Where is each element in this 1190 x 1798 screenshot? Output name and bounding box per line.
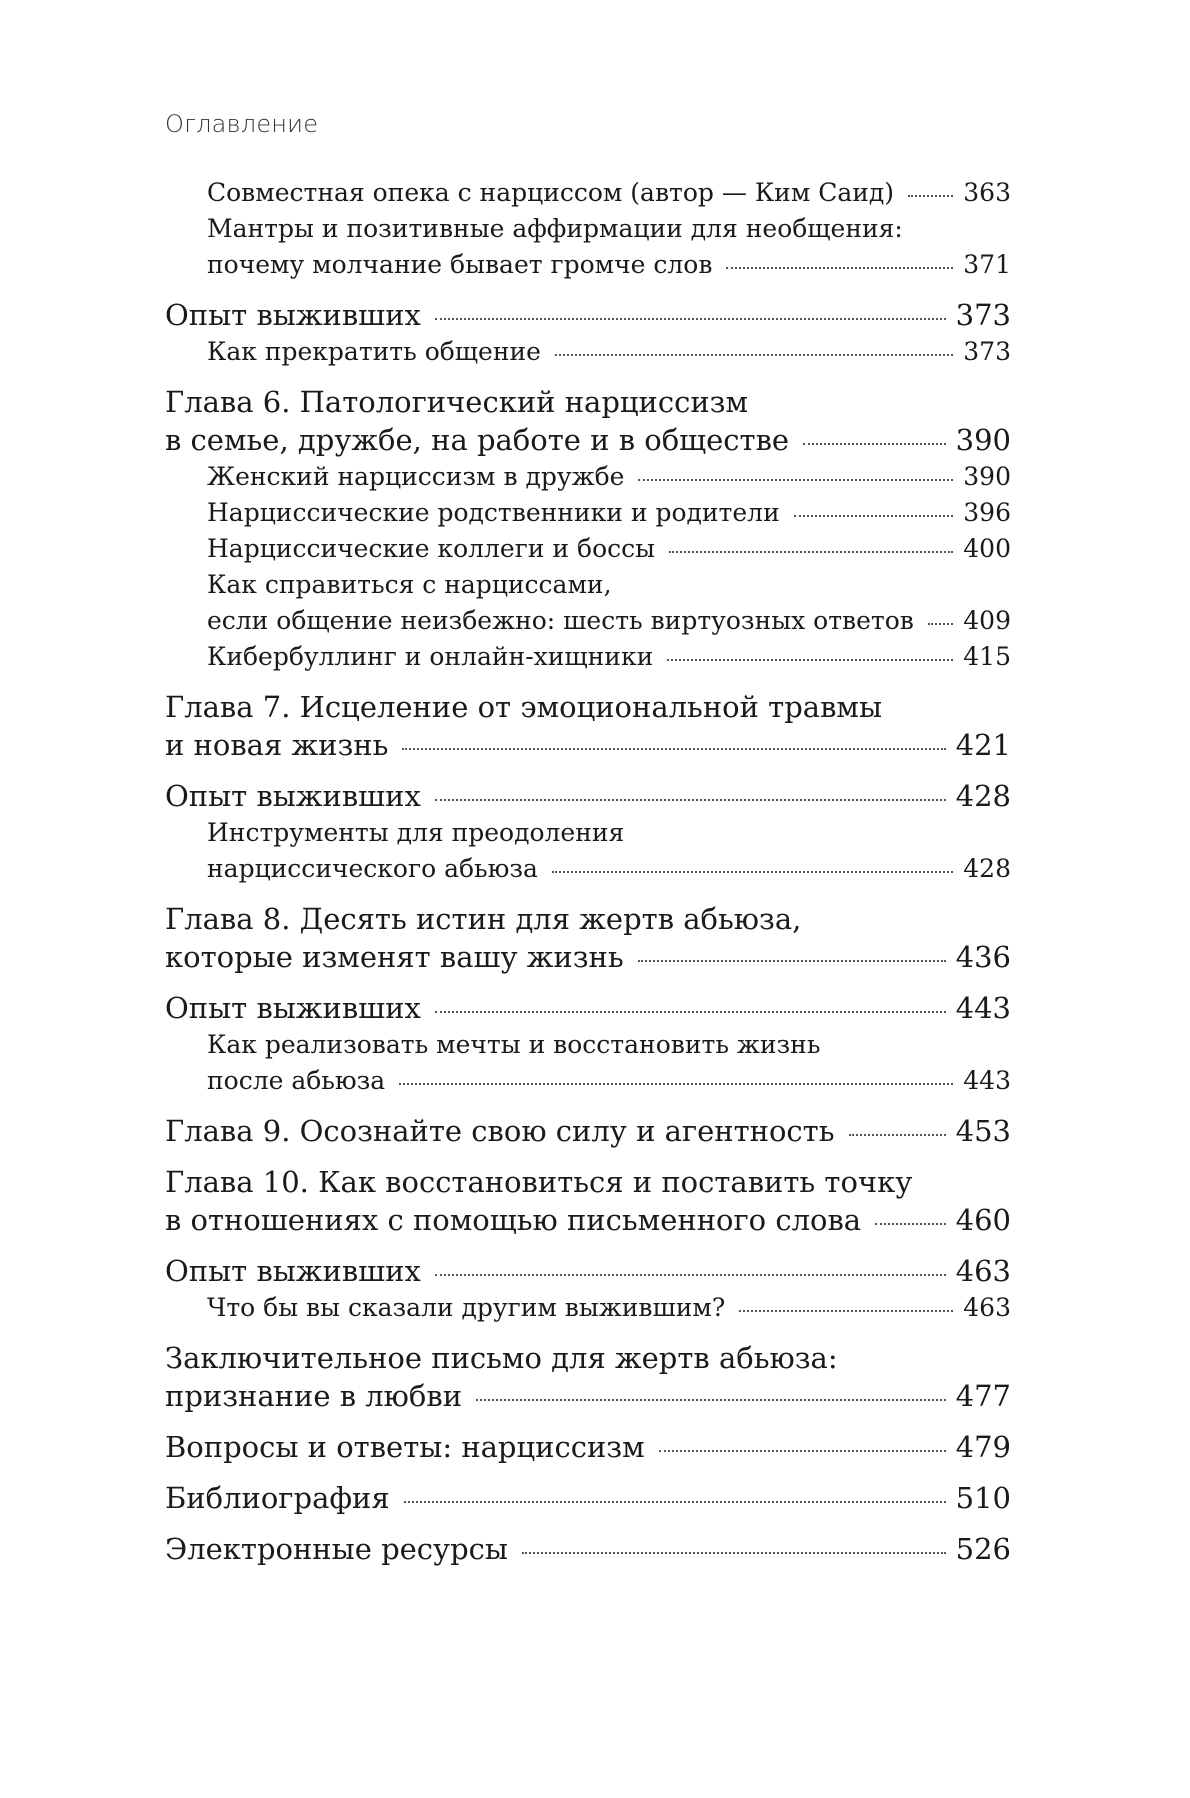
dot-leader <box>803 443 946 445</box>
toc-entry-row <box>165 1428 1011 1466</box>
toc-entry-row <box>207 1063 1011 1099</box>
toc-entry-21[interactable] <box>165 1339 1011 1415</box>
toc-entry-title-line: в отношениях с помощью письменного слова <box>165 1203 862 1237</box>
toc-entry-row <box>165 1112 1011 1150</box>
toc-entry-4[interactable] <box>165 334 1011 370</box>
dot-leader <box>908 195 953 197</box>
toc-entry-title-line: Электронные ресурсы <box>165 1532 509 1566</box>
toc-entry-row <box>207 459 1011 495</box>
dot-leader <box>435 1274 946 1276</box>
page-number: 460 <box>955 1203 1011 1237</box>
page-number: 396 <box>963 498 1011 527</box>
toc-entry-7[interactable] <box>165 495 1011 531</box>
toc-entry-23[interactable] <box>165 1479 1011 1517</box>
toc-entry-title-line: Заключительное письмо для жертв абьюза: <box>165 1341 838 1375</box>
toc-entry-row <box>207 639 1011 675</box>
toc-entry-18[interactable] <box>165 1163 1011 1239</box>
toc-entry-title-line: Женский нарциссизм в дружбе <box>207 462 625 491</box>
dot-leader <box>928 623 953 625</box>
dot-leader <box>476 1399 946 1401</box>
toc-entry-5[interactable] <box>165 383 1011 459</box>
toc-entry-title-line: Нарциссические родственники и родители <box>207 498 780 527</box>
page-number: 463 <box>955 1254 1011 1288</box>
toc-entry-row <box>207 334 1011 370</box>
toc-entry-title-line: Глава 7. Исцеление от эмоциональной травмы <box>165 690 883 724</box>
toc-entry-row <box>165 726 1011 764</box>
toc-entry-title-line: Глава 9. Осознайте свою силу и агентность <box>165 1114 835 1148</box>
dot-leader <box>402 748 945 750</box>
page-number: 415 <box>963 642 1011 671</box>
dot-leader <box>739 1310 953 1312</box>
table-of-contents <box>165 175 1011 1568</box>
toc-entry-title-line: Как реализовать мечты и восстановить жизнь <box>207 1030 821 1059</box>
toc-entry-row <box>165 777 1011 815</box>
dot-leader <box>726 267 953 269</box>
toc-entry-row <box>165 421 1011 459</box>
page-number: 363 <box>963 178 1011 207</box>
toc-entry-13[interactable] <box>165 815 1011 887</box>
toc-entry-17[interactable] <box>165 1112 1011 1150</box>
toc-entry-title-line: которые изменят вашу жизнь <box>165 940 624 974</box>
toc-entry-title-line: если общение неизбежно: шесть виртуозных ответов <box>207 606 914 635</box>
toc-entry-title-line: Как прекратить общение <box>207 337 541 366</box>
page-number: 390 <box>955 423 1011 457</box>
toc-entry-11[interactable] <box>165 688 1011 764</box>
toc-entry-22[interactable] <box>165 1428 1011 1466</box>
toc-entry-title-line: признание в любви <box>165 1379 463 1413</box>
page-number: 443 <box>963 1066 1011 1095</box>
toc-entry-14[interactable] <box>165 900 1011 976</box>
toc-entry-row <box>165 296 1011 334</box>
dot-leader <box>875 1223 946 1225</box>
toc-entry-title-line: и новая жизнь <box>165 728 389 762</box>
page-number: 428 <box>963 854 1011 883</box>
dot-leader <box>849 1134 946 1136</box>
toc-entry-row <box>165 1479 1011 1517</box>
toc-entry-title-line: Кибербуллинг и онлайн-хищники <box>207 642 654 671</box>
toc-entry-24[interactable] <box>165 1530 1011 1568</box>
toc-entry-title-line: в семье, дружбе, на работе и в обществе <box>165 423 790 457</box>
dot-leader <box>669 551 953 553</box>
page-number: 373 <box>963 337 1011 366</box>
toc-entry-title-line: Библиография <box>165 1481 390 1515</box>
toc-entry-9[interactable] <box>165 567 1011 639</box>
toc-entry-row <box>165 1530 1011 1568</box>
page-number: 479 <box>955 1430 1011 1464</box>
dot-leader <box>399 1083 953 1085</box>
toc-entry-title-line: Глава 10. Как восстановиться и поставить точку <box>165 1165 913 1199</box>
page-number: 526 <box>955 1532 1011 1566</box>
toc-entry-title-line: Вопросы и ответы: нарциссизм <box>165 1430 645 1464</box>
toc-entry-title-line: Мантры и позитивные аффирмации для необщения: <box>207 214 903 243</box>
toc-entry-title-line: нарциссического абьюза <box>207 854 538 883</box>
page-number: 373 <box>955 298 1011 332</box>
toc-entry-title-line: Опыт выживших <box>165 298 421 332</box>
page-number: 436 <box>955 940 1011 974</box>
dot-leader <box>659 1450 946 1452</box>
toc-entry-title-line: Что бы вы сказали другим выжившим? <box>207 1293 726 1322</box>
toc-entry-12[interactable] <box>165 777 1011 815</box>
toc-entry-row <box>207 851 1011 887</box>
toc-entry-19[interactable] <box>165 1252 1011 1290</box>
dot-leader <box>552 871 953 873</box>
toc-entry-row <box>207 603 1011 639</box>
toc-entry-row <box>165 938 1011 976</box>
toc-entry-title-line: Инструменты для преодоления <box>207 818 625 847</box>
dot-leader <box>794 515 954 517</box>
dot-leader <box>435 318 946 320</box>
dot-leader <box>638 479 953 481</box>
toc-entry-title-line: Как справиться с нарциссами, <box>207 570 612 599</box>
page-number: 443 <box>955 991 1011 1025</box>
toc-entry-title-line: Опыт выживших <box>165 779 421 813</box>
toc-entry-row <box>207 495 1011 531</box>
toc-entry-title-line: Совместная опека с нарциссом (автор — Ким Саид) <box>207 178 895 207</box>
toc-entry-15[interactable] <box>165 989 1011 1027</box>
page-number: 453 <box>955 1114 1011 1148</box>
toc-entry-title-line: Глава 6. Патологический нарциссизм <box>165 385 749 419</box>
toc-entry-1[interactable] <box>165 175 1011 211</box>
toc-entry-16[interactable] <box>165 1027 1011 1099</box>
page-number: 428 <box>955 779 1011 813</box>
dot-leader <box>555 354 953 356</box>
toc-entry-2[interactable] <box>165 211 1011 283</box>
toc-entry-10[interactable] <box>165 639 1011 675</box>
dot-leader <box>435 1011 946 1013</box>
dot-leader <box>435 799 946 801</box>
page-number: 390 <box>963 462 1011 491</box>
running-head: Оглавление <box>165 110 319 138</box>
toc-entry-title-line: Глава 8. Десять истин для жертв абьюза, <box>165 902 802 936</box>
dot-leader <box>667 659 953 661</box>
page-number: 421 <box>955 728 1011 762</box>
toc-entry-row <box>165 1252 1011 1290</box>
toc-entry-title-line: Нарциссические коллеги и боссы <box>207 534 656 563</box>
page-number: 400 <box>963 534 1011 563</box>
page-number: 371 <box>963 250 1011 279</box>
toc-entry-3[interactable] <box>165 296 1011 334</box>
toc-entry-20[interactable] <box>165 1290 1011 1326</box>
toc-entry-title-line: после абьюза <box>207 1066 386 1095</box>
page-number: 409 <box>963 606 1011 635</box>
toc-entry-row <box>207 247 1011 283</box>
page-number: 477 <box>955 1379 1011 1413</box>
toc-entry-row <box>165 1377 1011 1415</box>
toc-entry-title-line: Опыт выживших <box>165 1254 421 1288</box>
page-number: 463 <box>963 1293 1011 1322</box>
toc-entry-row <box>165 989 1011 1027</box>
page-number: 510 <box>955 1481 1011 1515</box>
dot-leader <box>404 1501 946 1503</box>
toc-entry-row <box>207 531 1011 567</box>
toc-entry-row <box>165 1201 1011 1239</box>
toc-entry-title-line: почему молчание бывает громче слов <box>207 250 713 279</box>
toc-entry-6[interactable] <box>165 459 1011 495</box>
dot-leader <box>638 960 946 962</box>
toc-entry-row <box>207 1290 1011 1326</box>
toc-entry-8[interactable] <box>165 531 1011 567</box>
dot-leader <box>522 1552 946 1554</box>
toc-entry-row <box>207 175 1011 211</box>
toc-entry-title-line: Опыт выживших <box>165 991 421 1025</box>
